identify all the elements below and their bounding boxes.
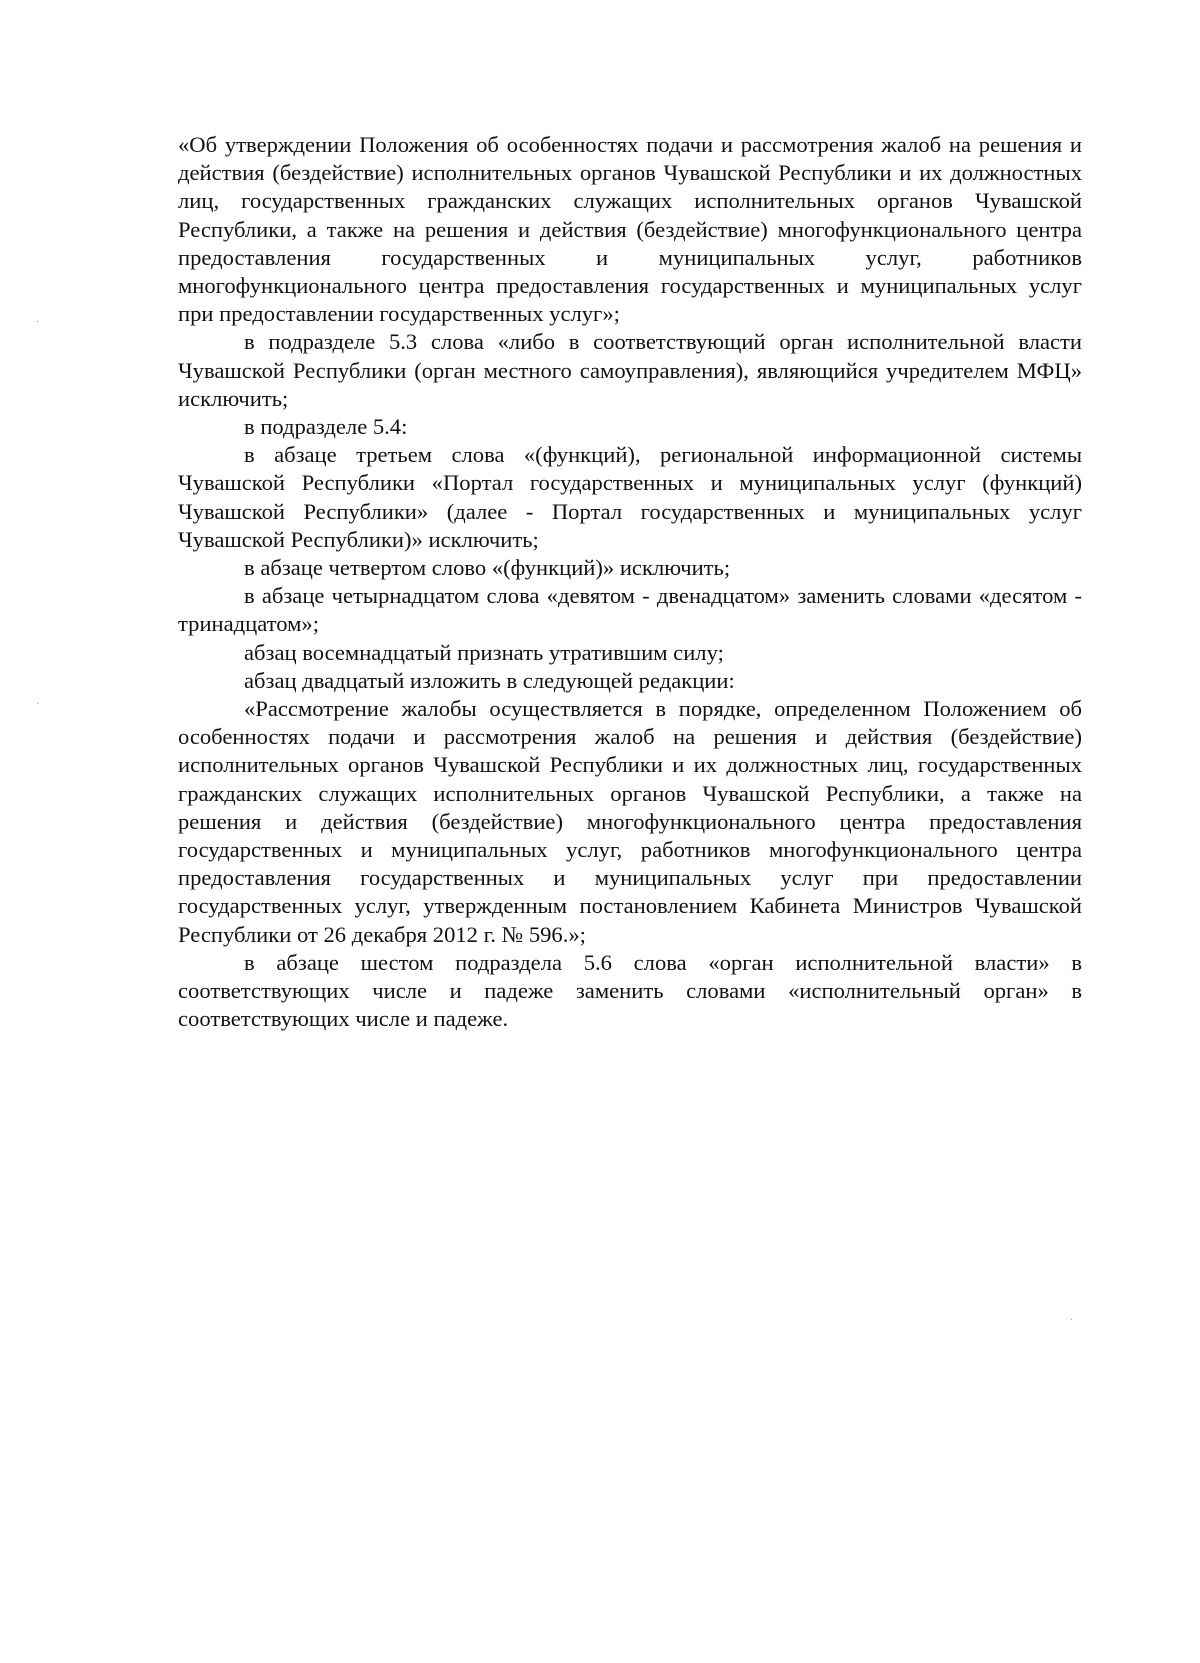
- paragraph: в подразделе 5.4:: [244, 414, 408, 440]
- paragraph: абзац восемнадцатый признать утратившим силу;: [244, 639, 724, 665]
- scan-mark: ·: [36, 317, 40, 328]
- paragraph: в подразделе 5.3 слова «либо в соответствующий орган исполнительной власти Чувашской Республики (орган местного самоуправления), являющийся учредителем МФЦ» исключить;: [178, 329, 1082, 411]
- document-body: [178, 131, 1082, 1034]
- paragraph: в абзаце четырнадцатом слова «девятом - двенадцатом» заменить словами «десятом - тринадцатом»;: [178, 583, 1082, 637]
- paragraph: «Об утверждении Положения об особенностях подачи и рассмотрения жалоб на решения и действия (бездействие) исполнительных органов Чувашской Республики и их должностных лиц, государственных гражданских служащих исполнительных органов Чувашской Республики, а также на решения и действия (бездействие) многофункционального центра предоставления государственных и муниципальных услуг, работников многофункционального центра предоставления государственных и муниципальных услуг при предоставлении государственных услуг»;: [178, 132, 1082, 327]
- scan-mark: ·: [36, 699, 40, 710]
- paragraph: в абзаце третьем слова «(функций), региональной информационной системы Чувашской Республики «Портал государственных и муниципальных услуг (функций) Чувашской Республики» (далее - Портал государственных и муниципальных услуг Чувашской Республики)» исключить;: [178, 442, 1082, 552]
- scan-mark: ·: [1070, 1315, 1074, 1326]
- paragraph: абзац двадцатый изложить в следующей редакции:: [244, 667, 735, 693]
- paragraph: «Рассмотрение жалобы осуществляется в порядке, определенном Положением об особенностях подачи и рассмотрения жалоб на решения и действия (бездействие) исполнительных органов Чувашской Республики и их должностных лиц, государственных гражданских служащих исполнительных органов Чувашской Республики, а также на решения и действия (бездействие) многофункционального центра предоставления государственных и муниципальных услуг, работников многофункционального центра предоставления государственных и муниципальных услуг при предоставлении государственных услуг, утвержденным постановлением Кабинета Министров Чувашской Республики от 26 декабря 2012 г. № 596.»;: [178, 696, 1082, 947]
- paragraph: в абзаце четвертом слово «(функций)» исключить;: [244, 555, 731, 581]
- paragraph: в абзаце шестом подраздела 5.6 слова «орган исполнительной власти» в соответствующих числе и падеже заменить словами «исполнительный орган» в соответствующих числе и падеже.: [178, 949, 1082, 1032]
